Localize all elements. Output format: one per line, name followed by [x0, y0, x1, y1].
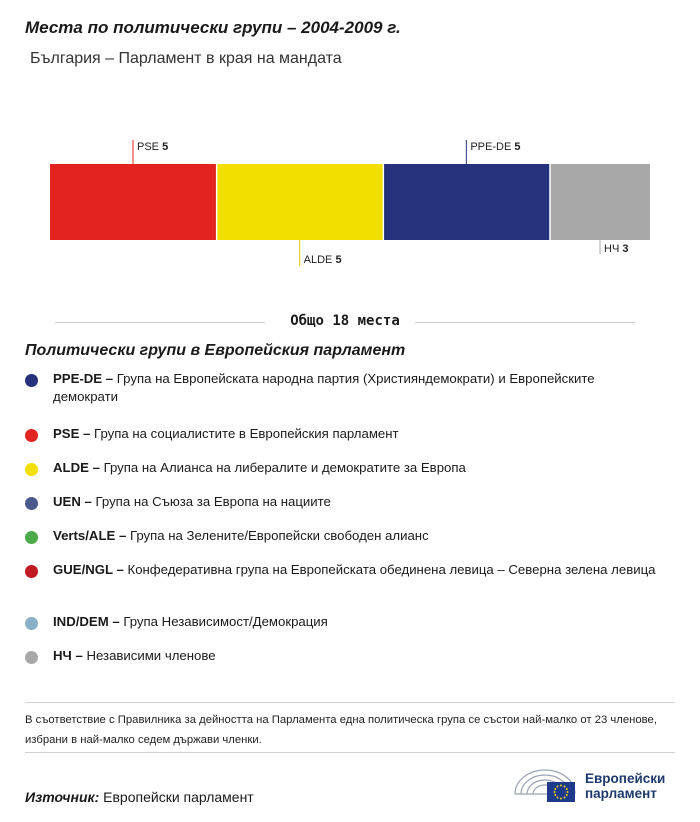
logo-text-line1: Европейски — [585, 771, 666, 786]
legend-description: Група на Зелените/Европейски свободен алианс — [126, 528, 429, 543]
bar-label-pse: PSE 5 — [137, 141, 169, 153]
legend-label — [53, 370, 663, 406]
note-text: В съответствие с Правилника за дейността на Парламента една политическа група се състои най-малко от 23 членове, избрани в най-малко седем държави членки. — [25, 714, 657, 746]
legend-title: Политически групи в Европейския парламент — [25, 342, 406, 359]
bar-label-ppe-de: PPE-DE 5 — [470, 141, 521, 153]
legend-abbr: НЧ – — [53, 648, 83, 663]
legend-description: Група Независимост/Демокрация — [119, 614, 328, 629]
legend-swatch — [25, 651, 38, 664]
legend-description: Група на Алианса на либералите и демократите за Европа — [99, 460, 466, 475]
bar-segment-pse — [50, 164, 217, 240]
legend-swatch — [25, 497, 38, 510]
note-divider-bottom — [25, 752, 675, 753]
bar-segment-нч — [550, 164, 650, 240]
total-seats-row — [55, 312, 635, 332]
legend-description: Група на Европейската народна партия (Християндемократи) и Европейските демократи — [53, 371, 595, 404]
note-divider-top — [25, 702, 675, 703]
bar-segment-alde — [217, 164, 384, 240]
legend-abbr: UEN – — [53, 494, 92, 509]
legend-swatch — [25, 374, 38, 387]
source-label: Източник: — [25, 789, 100, 805]
legend-label — [53, 425, 663, 443]
legend-abbr: ALDE – — [53, 460, 100, 475]
legend-description: Група на Съюза за Европа на нациите — [91, 494, 331, 509]
ep-logo — [513, 764, 683, 804]
legend-abbr: PSE – — [53, 426, 91, 441]
legend-abbr: PPE-DE – — [53, 371, 114, 386]
eu-flag-icon — [547, 782, 575, 802]
source-line — [25, 789, 254, 805]
chart-title: Места по политически групи – 2004-2009 г. — [25, 18, 401, 37]
legend-label — [53, 459, 663, 477]
legend-swatch — [25, 565, 38, 578]
stacked-bar-chart — [0, 130, 700, 275]
hemicycle-icon — [513, 764, 577, 804]
legend-swatch — [25, 429, 38, 442]
bar-label-нч: НЧ 3 — [604, 243, 629, 255]
source-value: Европейски парламент — [99, 789, 254, 805]
legend-abbr: IND/DEM – — [53, 614, 120, 629]
chart-subtitle: България – Парламент в края на мандата — [30, 50, 342, 67]
legend-swatch — [25, 463, 38, 476]
legend-label — [53, 493, 663, 511]
bar-label-alde: ALDE 5 — [303, 254, 342, 266]
total-seats-label: Общо 18 места — [278, 313, 412, 329]
legend-label — [53, 527, 663, 545]
legend-swatch — [25, 531, 38, 544]
legend-swatch — [25, 617, 38, 630]
legend-label — [53, 613, 663, 631]
legend-label — [53, 561, 663, 579]
legend-description: Конфедеративна група на Европейската обединена левица – Северна зелена левица — [123, 562, 656, 577]
logo-text-line2: парламент — [585, 786, 657, 801]
legend-abbr: GUE/NGL – — [53, 562, 124, 577]
legend-description: Независими членове — [82, 648, 216, 663]
legend-description: Група на социалистите в Европейския парламент — [90, 426, 399, 441]
bar-segment-ppe-de — [383, 164, 550, 240]
legend-label — [53, 647, 663, 665]
legend-abbr: Verts/ALE – — [53, 528, 127, 543]
